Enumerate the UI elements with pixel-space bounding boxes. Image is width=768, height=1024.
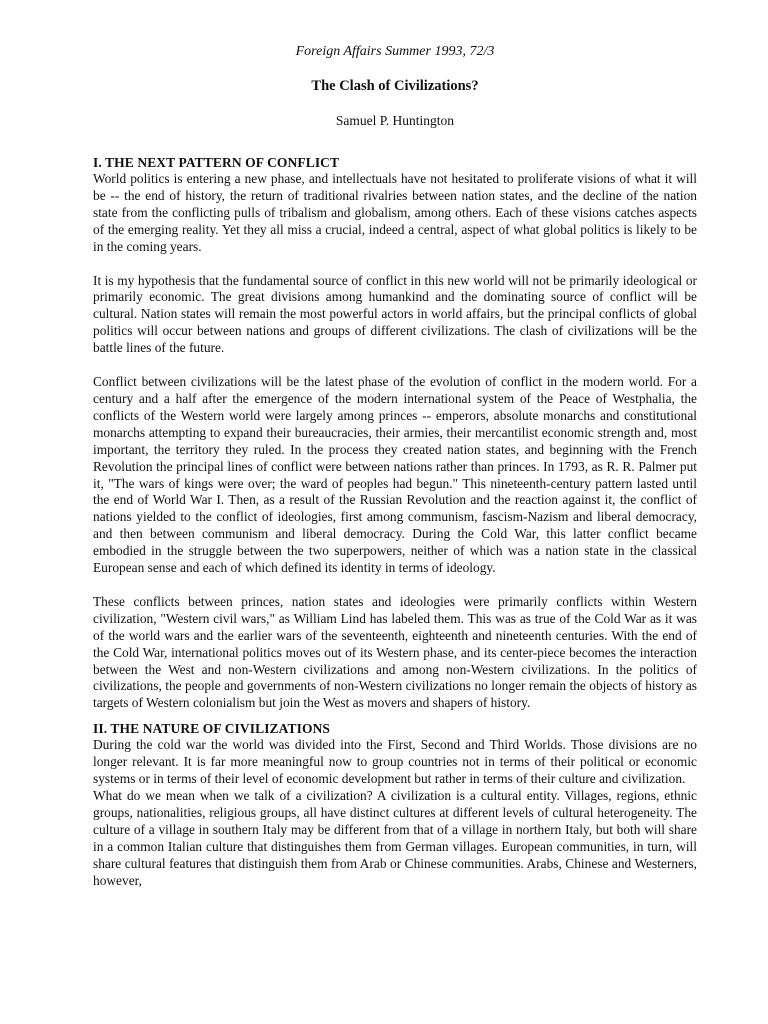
paragraph: Conflict between civilizations will be the latest phase of the evolution of conflict in the modern world. For a century and a half after the emergence of the modern international system of the Peace of Westphalia, the conflicts of the Western world were largely among princes -- emperors, absolute monarchs and constitutional monarchs attempting to expand their bureaucracies, their armies, their mercantilist economic strength and, most important, the territory they ruled. In the process they created nation states, and beginning with the French Revolution the principal lines of conflict were between nations rather than princes. In 1793, as R. R. Palmer put it, "The wars of kings were over; the ward of peoples had begun." This nineteenth-century pattern lasted until the end of World War I. Then, as a result of the Russian Revolution and the reaction against it, the conflict of nations yielded to the conflict of ideologies, first among communism, fascism-Nazism and liberal democracy, and then between communism and liberal democracy. During the Cold War, this latter conflict became embodied in the struggle between the two superpowers, neither of which was a nation state in the classical European sense and each of which defined its identity in terms of ideology.: [93, 374, 697, 576]
paragraph: World politics is entering a new phase, and intellectuals have not hesitated to proliferate visions of what it will be -- the end of history, the return of traditional rivalries between nation states, and the decline of the nation state from the conflicting pulls of tribalism and globalism, among others. Each of these visions catches aspects of the emerging reality. Yet they all miss a crucial, indeed a central, aspect of what global politics is likely to be in the coming years.: [93, 171, 697, 254]
paragraph: During the cold war the world was divided into the First, Second and Third Worlds. Those divisions are no longer relevant. It is far more meaningful now to group countries not in terms of their political or economic systems or in terms of their level of economic development but rather in terms of their culture and civilization.: [93, 737, 697, 787]
section-heading-1: I. THE NEXT PATTERN OF CONFLICT: [93, 155, 340, 170]
author-name: Samuel P. Huntington: [335, 113, 455, 128]
paragraph: What do we mean when we talk of a civilization? A civilization is a cultural entity. Villages, regions, ethnic groups, nationalities, religious groups, all have distinct cultures at different levels of cultural heterogeneity. The culture of a village in southern Italy may be different from that of a village in northern Italy, but both will share in a common Italian culture that distinguishes them from German villages. European communities, in turn, will share cultural features that distinguish them from Arab or Chinese communities. Arabs, Chinese and Westerners, however,: [93, 788, 697, 888]
document-page: [93, 44, 697, 889]
paragraph: It is my hypothesis that the fundamental source of conflict in this new world will not be primarily ideological or primarily economic. The great divisions among humankind and the dominating source of conflict will be cultural. Nation states will remain the most powerful actors in world affairs, but the principal conflicts of global politics will occur between nations and groups of different civilizations. The clash of civilizations will be the battle lines of the future.: [93, 272, 697, 356]
paragraph: These conflicts between princes, nation states and ideologies were primarily conflicts within Western civilization, "Western civil wars," as William Lind has labeled them. This was as true of the Cold War as it was of the world wars and the earlier wars of the seventeenth, eighteenth and nineteenth centuries. With the end of the Cold War, international politics moves out of its Western phase, and its center-piece becomes the interaction between the West and non-Western civilizations and among non-Western civilizations. In the politics of civilizations, the people and governments of non-Western civilizations no longer remain the objects of history as targets of Western colonialism but join the West as movers and shapers of history.: [93, 593, 697, 711]
journal-citation: Foreign Affairs Summer 1993, 72/3: [295, 44, 495, 59]
article-title: The Clash of Civilizations?: [311, 78, 479, 94]
section-heading-2: II. THE NATURE OF CIVILIZATIONS: [93, 721, 331, 737]
